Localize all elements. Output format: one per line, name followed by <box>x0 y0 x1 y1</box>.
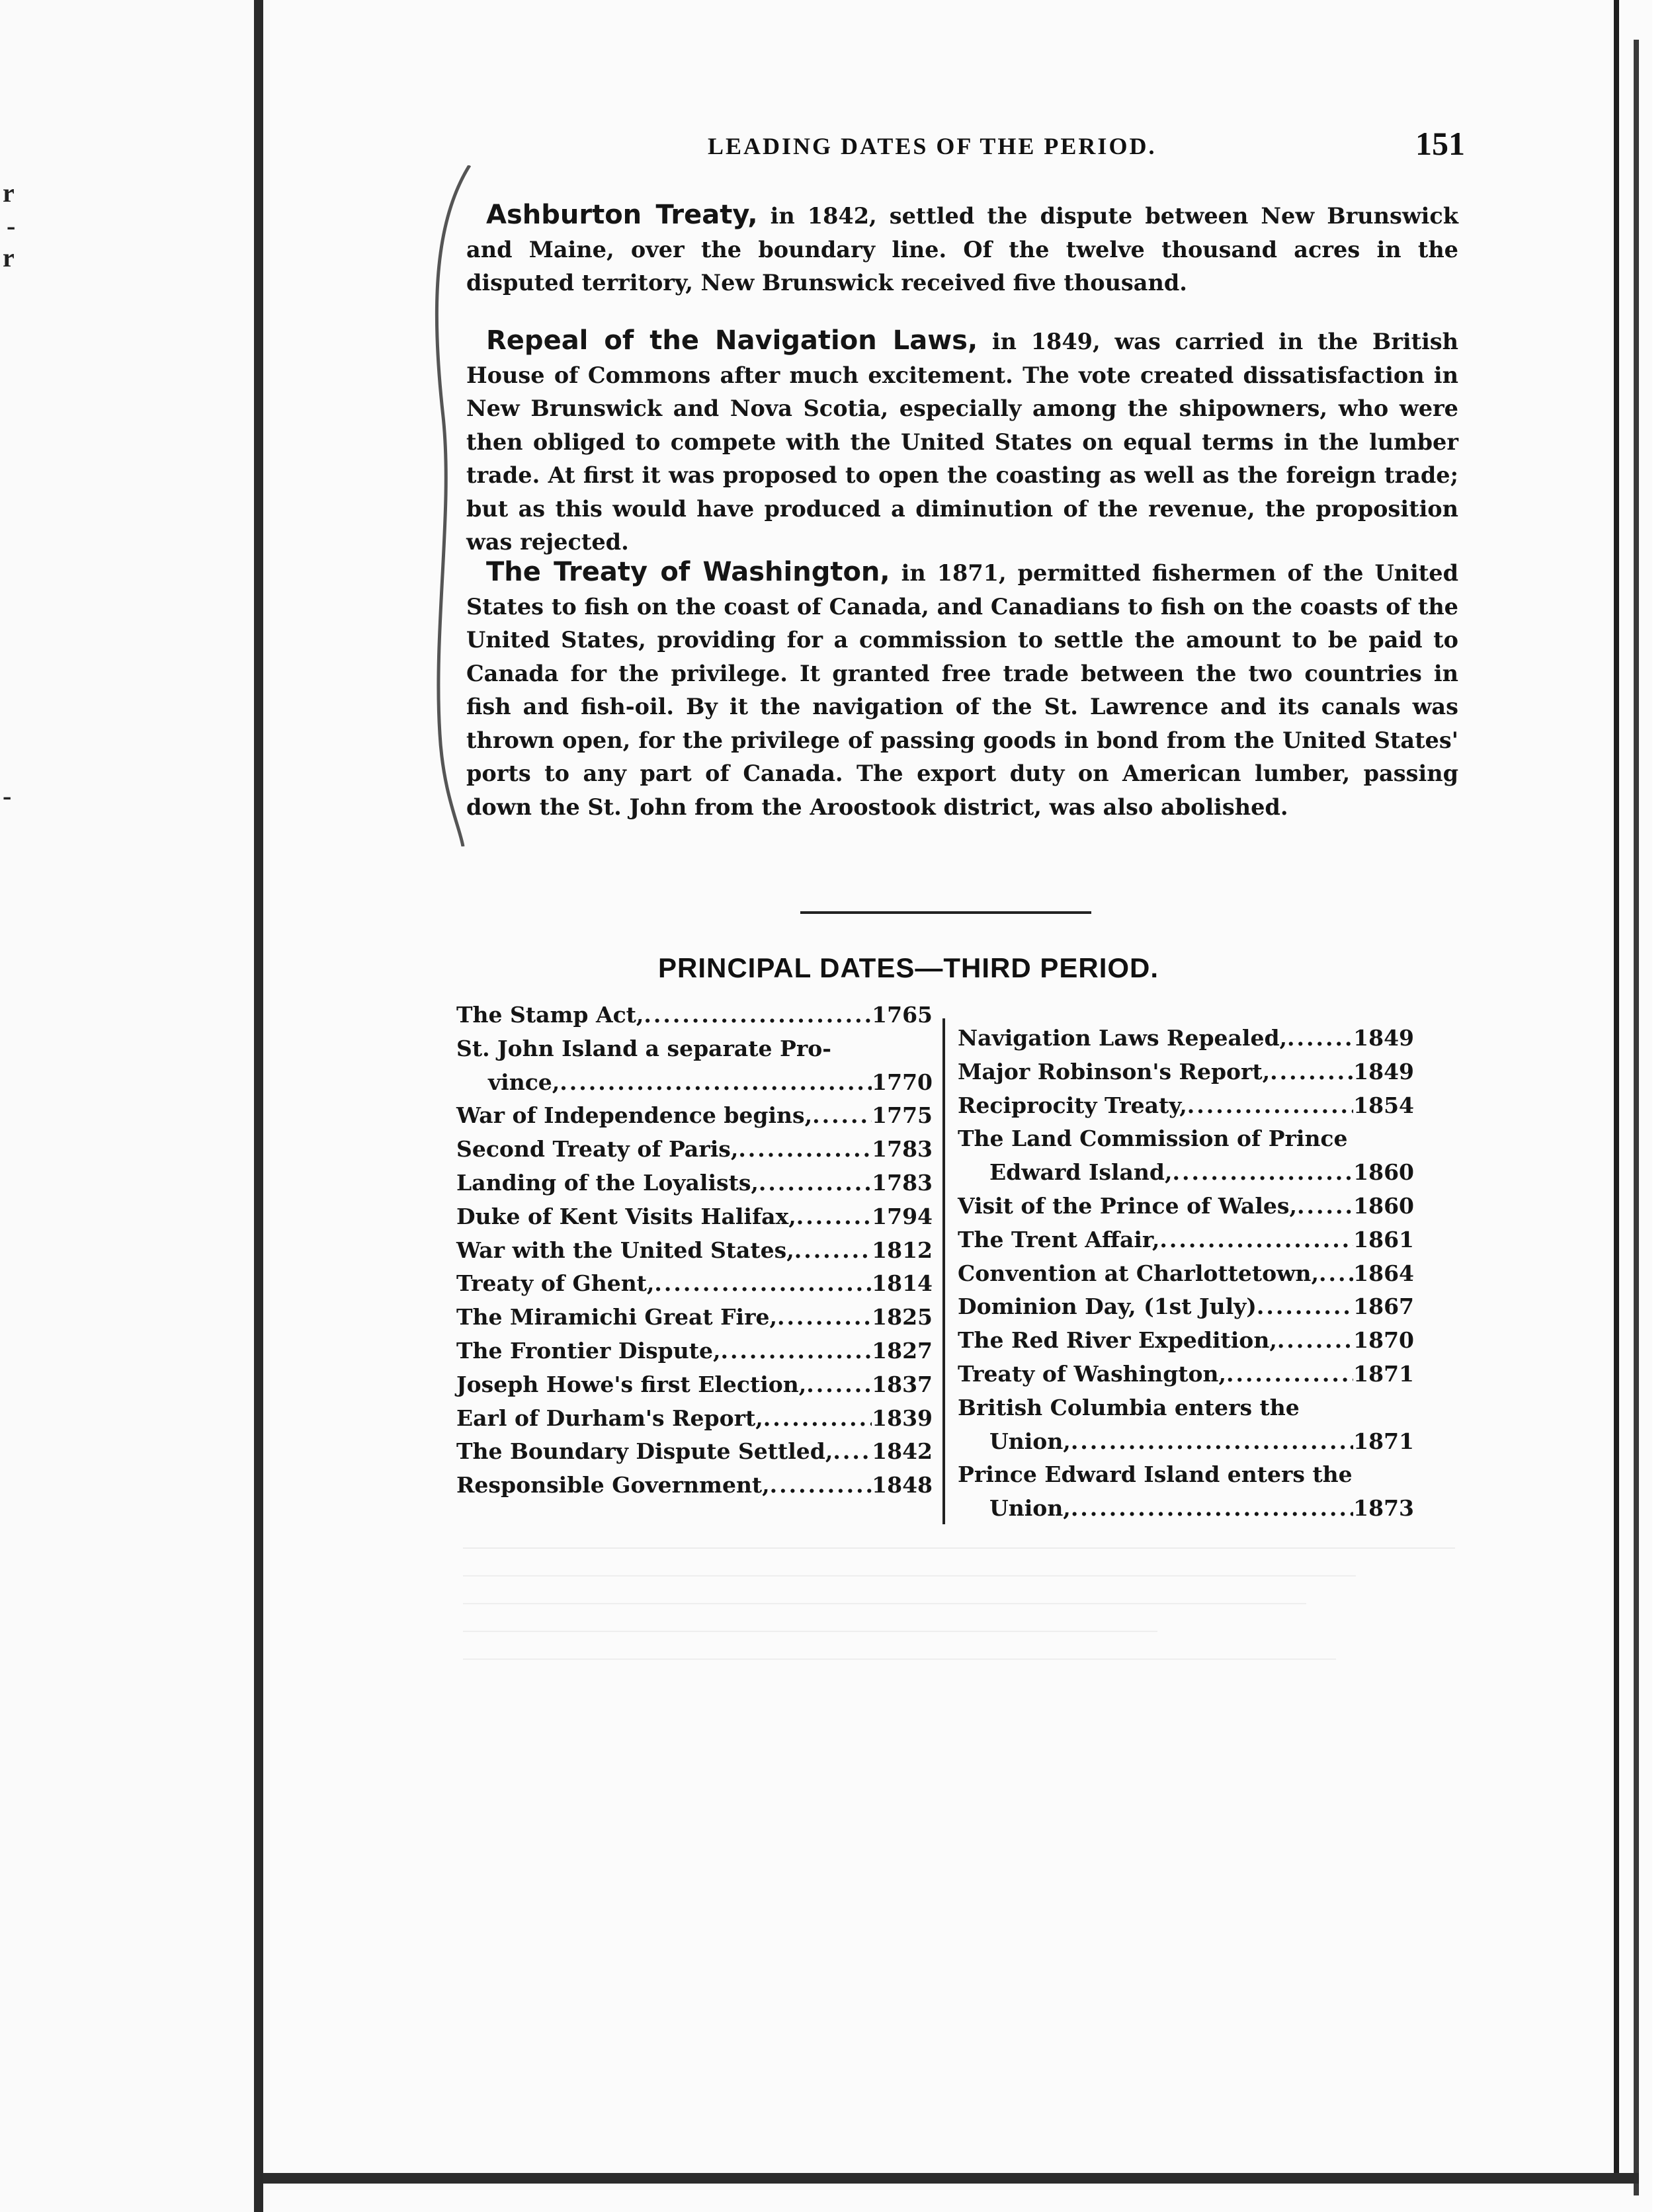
show-through <box>463 1541 1455 1911</box>
date-entry <box>456 1469 933 1502</box>
date-event-continued: Union, <box>989 1428 1071 1454</box>
date-entry <box>958 1458 1414 1492</box>
date-event: The Frontier Dispute, <box>456 1337 721 1364</box>
date-event: Navigation Laws Repealed, <box>958 1025 1288 1051</box>
date-entry <box>456 1435 933 1469</box>
date-year: 1814 <box>872 1270 933 1297</box>
date-event: War of Independence begins, <box>456 1102 813 1129</box>
date-event: Earl of Durham's Report, <box>456 1405 763 1431</box>
date-year: 1837 <box>872 1371 933 1397</box>
date-year: 1860 <box>1353 1192 1414 1219</box>
date-year: 1812 <box>872 1237 933 1263</box>
column-divider <box>942 1018 945 1524</box>
date-event: The Boundary Dispute Settled, <box>456 1438 833 1465</box>
date-event: Treaty of Ghent, <box>456 1270 655 1297</box>
date-event: Joseph Howe's first Election, <box>456 1371 807 1397</box>
date-event: Treaty of Washington, <box>958 1360 1227 1387</box>
date-year: 1870 <box>1353 1327 1414 1354</box>
date-entry <box>456 1402 933 1436</box>
date-entry-continued <box>958 1156 1414 1190</box>
date-year: 1827 <box>872 1337 933 1364</box>
date-entry <box>958 1358 1414 1391</box>
paragraph-navigation-laws <box>466 324 1458 559</box>
date-entry <box>958 1257 1414 1291</box>
date-entry <box>958 1190 1414 1223</box>
date-year: 1842 <box>872 1438 933 1465</box>
section-title: PRINCIPAL DATES—THIRD PERIOD. <box>658 952 1159 983</box>
date-entry <box>958 1290 1414 1324</box>
date-entry-continued <box>958 1492 1414 1526</box>
date-year: 1864 <box>1353 1260 1414 1286</box>
date-event: Duke of Kent Visits Halifax, <box>456 1203 796 1229</box>
date-year: 1848 <box>872 1472 933 1498</box>
paragraph-lead: Repeal of the Navigation Laws, <box>486 325 978 356</box>
date-event: The Miramichi Great Fire, <box>456 1304 777 1331</box>
date-year: 1854 <box>1353 1092 1414 1118</box>
date-entry <box>958 1223 1414 1257</box>
book-gutter <box>254 0 263 2212</box>
date-year: 1849 <box>1353 1025 1414 1051</box>
paragraph-text: in 1842, settled the dispute between New Brunswick and Maine, over the boundary line. Of the twelve thousand acres in the disputed territory, New Brunswick received five thousand. <box>466 203 1459 296</box>
running-head: LEADING DATES OF THE PERIOD. <box>708 133 1157 159</box>
facing-page-mark: - <box>3 781 12 811</box>
date-event-continued: vince, <box>488 1069 560 1095</box>
date-year: 1849 <box>1353 1058 1414 1085</box>
facing-page <box>0 0 254 2212</box>
date-event: The Land Commission of Prince <box>958 1126 1348 1152</box>
date-event: The Stamp Act, <box>456 1002 644 1028</box>
date-event: Landing of the Loyalists, <box>456 1169 759 1196</box>
date-entry <box>958 1022 1414 1055</box>
date-year: 1873 <box>1353 1495 1414 1522</box>
date-year: 1860 <box>1353 1159 1414 1186</box>
date-entry <box>456 1167 933 1200</box>
date-year: 1765 <box>872 1002 933 1028</box>
date-year: 1783 <box>872 1136 933 1163</box>
facing-page-mark: r <box>3 243 15 272</box>
date-year: 1839 <box>872 1405 933 1431</box>
date-year: 1867 <box>1353 1293 1414 1320</box>
date-year: 1770 <box>872 1069 933 1095</box>
date-year: 1775 <box>872 1102 933 1129</box>
date-entry <box>958 1324 1414 1358</box>
date-entry <box>456 1032 933 1066</box>
date-event-continued: Union, <box>989 1495 1071 1522</box>
date-event: Second Treaty of Paris, <box>456 1136 739 1163</box>
date-entry <box>958 1122 1414 1156</box>
date-event: Reciprocity Treaty, <box>958 1092 1187 1118</box>
date-year: 1861 <box>1353 1226 1414 1252</box>
date-entry-continued <box>958 1425 1414 1459</box>
date-event: War with the United States, <box>456 1237 794 1263</box>
paragraph-text: in 1871, permitted fishermen of the United States to fish on the coast of Canada, and Canadians to fish on the coasts of the United States, providing for a commission to settle the amount to be paid to Canada for the privilege. It granted free trade between the two countries in fish and fish-oil. By it the navigation of the St. Lawrence and its canals was thrown open, for the privilege of passing goods in bond from the United States' ports to any part of Canada. The export duty on American lumber, passing down the St. John from the Aroostook district, was also abolished. <box>466 560 1458 820</box>
date-event: Dominion Day, (1st July) <box>958 1293 1257 1320</box>
date-year: 1825 <box>872 1304 933 1331</box>
date-entry <box>456 999 933 1032</box>
dates-left-column <box>456 999 933 1502</box>
date-entry <box>456 1301 933 1334</box>
date-entry <box>456 1200 933 1234</box>
date-entry <box>456 1133 933 1167</box>
date-year: 1783 <box>872 1169 933 1196</box>
page-number: 151 <box>1415 125 1465 162</box>
page-edge-shadow <box>1614 0 1619 2182</box>
date-event-continued: Edward Island, <box>989 1159 1173 1186</box>
date-entry <box>958 1089 1414 1123</box>
date-entry <box>456 1334 933 1368</box>
date-event: Prince Edward Island enters the <box>958 1461 1353 1488</box>
page-edge-shadow <box>1634 40 1639 2195</box>
date-event: Responsible Government, <box>456 1472 770 1498</box>
paragraph-text: in 1849, was carried in the British House of Commons after much excitement. The vote created dissatisfaction in New Brunswick and Nova Scotia, especially among the shipowners, who were then obliged to compete with the United States on equal terms in the lumber trade. At first it was proposed to open the coasting as well as the foreign trade; but as this would have produced a diminution of the revenue, the proposition was rejected. <box>466 329 1459 555</box>
date-event: Visit of the Prince of Wales, <box>958 1192 1297 1219</box>
date-entry <box>958 1055 1414 1089</box>
date-entry <box>958 1391 1414 1425</box>
date-entry <box>456 1267 933 1301</box>
date-event: Major Robinson's Report, <box>958 1058 1271 1085</box>
date-entry <box>456 1099 933 1133</box>
page-bottom-shadow <box>263 2173 1639 2184</box>
date-year: 1794 <box>872 1203 933 1229</box>
date-event: St. John Island a separate Pro- <box>456 1035 831 1061</box>
section-divider-rule <box>800 911 1091 914</box>
date-event: The Trent Affair, <box>958 1226 1160 1252</box>
date-entry <box>456 1368 933 1402</box>
paragraph-treaty-of-washington <box>466 555 1458 824</box>
date-entry-continued <box>456 1066 933 1100</box>
dates-right-column <box>958 1022 1414 1526</box>
date-year: 1871 <box>1353 1360 1414 1387</box>
facing-page-mark: r <box>3 178 15 208</box>
paragraph-lead: Ashburton Treaty, <box>486 200 758 230</box>
paragraph-lead: The Treaty of Washington, <box>486 557 890 587</box>
date-event: British Columbia enters the <box>958 1394 1300 1420</box>
paragraph-ashburton-treaty <box>466 198 1458 300</box>
date-event: Convention at Charlottetown, <box>958 1260 1319 1286</box>
facing-page-mark: - <box>7 211 16 241</box>
date-entry <box>456 1234 933 1268</box>
date-event: The Red River Expedition, <box>958 1327 1277 1354</box>
date-year: 1871 <box>1353 1428 1414 1454</box>
